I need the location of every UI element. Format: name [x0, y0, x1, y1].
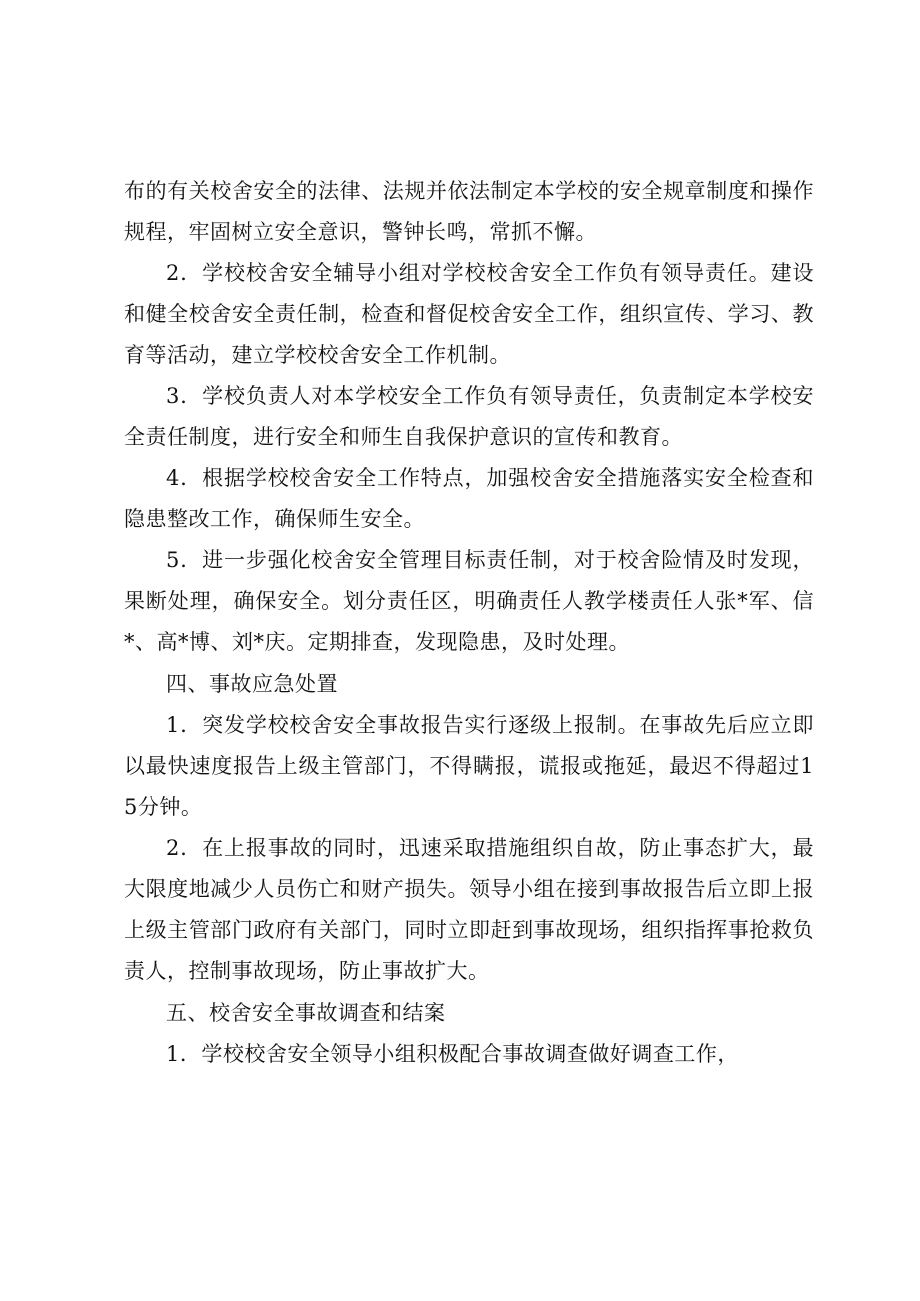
paragraph-item-3: 3．学校负责人对本学校安全工作负有领导责任，负责制定本学校安全责任制度，进行安全和师生自我保护意识的宣传和教育。	[124, 384, 814, 449]
paragraph-continuation: 布的有关校舍安全的法律、法规并依法制定本学校的安全规章制度和操作规程，牢固树立安全意识，警钟长鸣，常抓不懈。	[124, 179, 814, 244]
paragraph-emergency-2: 2．在上报事故的同时，迅速采取措施组织自故，防止事态扩大，最大限度地减少人员伤亡和财产损失。领导小组在接到事故报告后立即上报上级主管部门政府有关部门，同时立即赶到事故现场，组织指挥事抢救负责人，控制事故现场，防止事故扩大。	[124, 836, 814, 983]
paragraph-investigation-1: 1．学校校舍安全领导小组积极配合事故调查做好调查工作，	[166, 1042, 739, 1066]
section-heading-5: 五、校舍安全事故调查和结案	[166, 1001, 446, 1025]
paragraph-item-4: 4．根据学校校舍安全工作特点，加强校舍安全措施落实安全检查和隐患整改工作，确保师生安全。	[124, 466, 814, 531]
section-heading-4: 四、事故应急处置	[166, 672, 338, 696]
paragraph-item-5: 5．进一步强化校舍安全管理目标责任制，对于校舍险情及时发现，果断处理，确保安全。划分责任区，明确责任人教学楼责任人张*军、信*、高*博、刘*庆。定期排查，发现隐患，及时处理。	[124, 548, 814, 654]
paragraph-emergency-1: 1．突发学校校舍安全事故报告实行逐级上报制。在事故先后应立即以最快速度报告上级主管部门，不得瞒报，谎报或拖延，最迟不得超过15分钟。	[124, 713, 814, 819]
document-body	[124, 171, 814, 1075]
paragraph-item-2: 2．学校校舍安全辅导小组对学校校舍安全工作负有领导责任。建设和健全校舍安全责任制，检查和督促校舍安全工作，组织宣传、学习、教育等活动，建立学校校舍安全工作机制。	[124, 261, 814, 367]
